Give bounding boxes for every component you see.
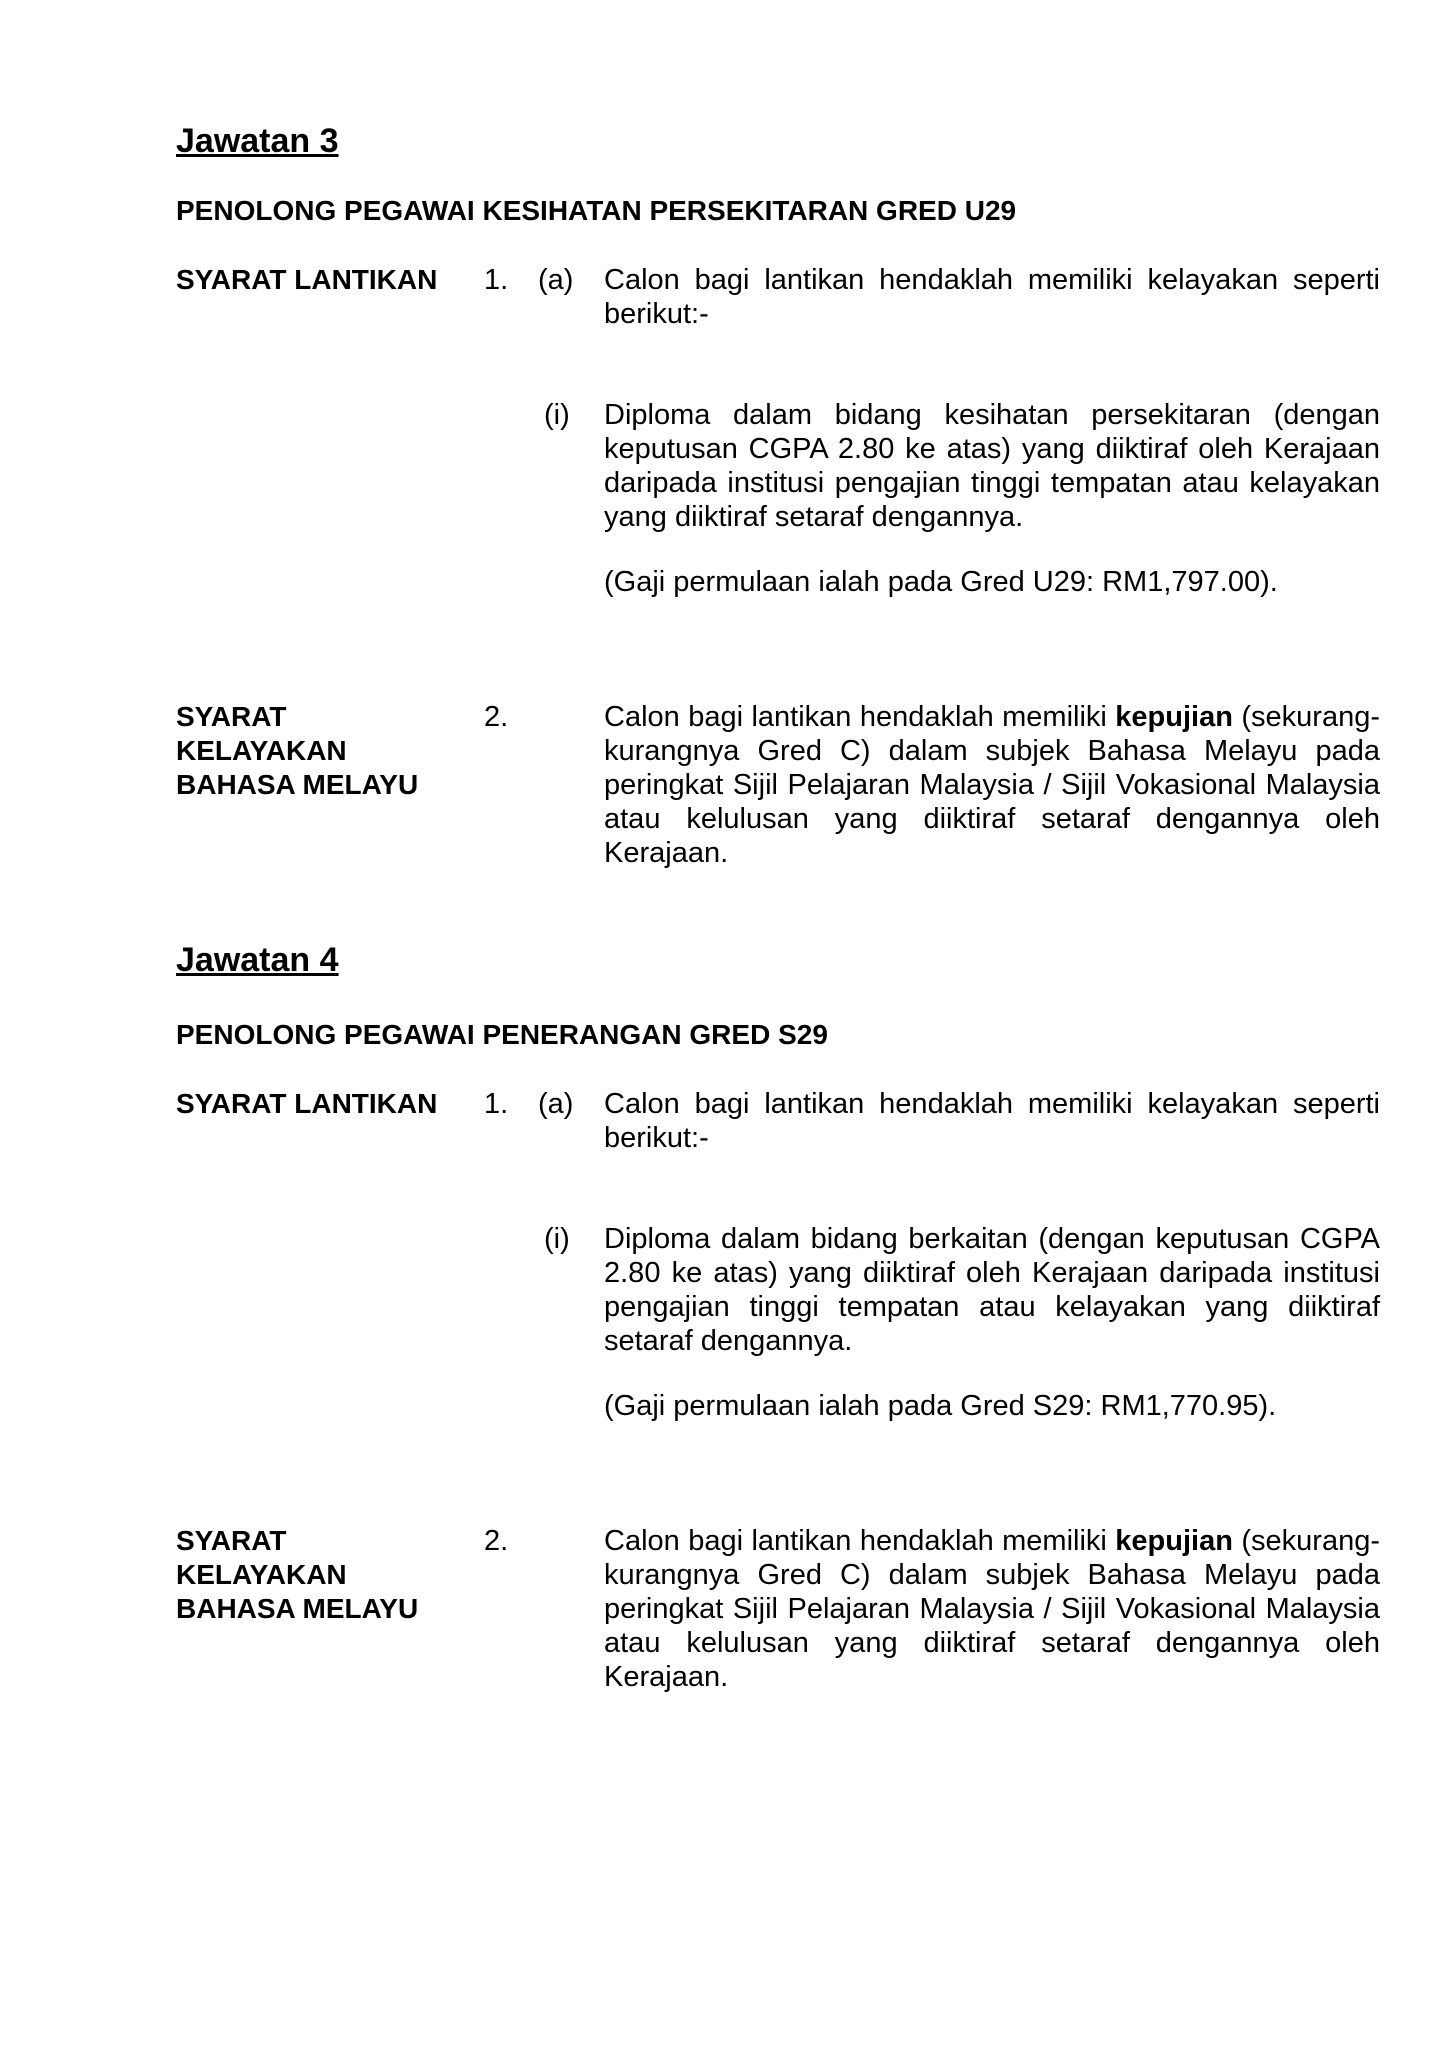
jawatan-3-heading: Jawatan 3 [176,122,339,160]
jawatan-3-sub-i-marker: (i) [544,399,570,431]
jawatan-3-syarat-bahasa-label-line-3: BAHASA MELAYU [176,769,419,800]
jawatan-4-sub-i-marker: (i) [544,1223,570,1255]
jawatan-4-syarat-bahasa-label-line-2: KELAYAKAN [176,1559,347,1590]
jawatan-4-bahasa-text-bold: kepujian [1115,1525,1233,1557]
jawatan-4-syarat-lantikan-label: SYARAT LANTIKAN [176,1088,438,1119]
jawatan-4-bahasa-text-before: Calon bagi lantikan hendaklah memiliki [604,1525,1116,1557]
jawatan-4-sub-a-marker: (a) [538,1088,574,1120]
jawatan-3-syarat-bahasa-label-line-2: KELAYAKAN [176,735,347,766]
jawatan-4-syarat-bahasa-text [604,1524,1380,1694]
jawatan-4-item-2-number: 2. [484,1525,509,1557]
jawatan-3-item-1-number: 1. [484,264,509,296]
jawatan-3-bahasa-text-bold: kepujian [1115,701,1233,733]
jawatan-4-sub-i-text: Diploma dalam bidang berkaitan (dengan keputusan CGPA 2.80 ke atas) yang diiktiraf oleh Kerajaan daripada institusi pengajian tinggi tempatan atau kelayakan yang diiktiraf setaraf dengannya. [604,1223,1380,1357]
jawatan-4-bahasa-text-after: (sekurang-kurangnya Gred C) dalam subjek Bahasa Melayu pada peringkat Sijil Pelajaran Malaysia / Sijil Vokasional Malaysia atau kelulusan yang diiktiraf setaraf dengannya oleh Kerajaan. [604,1525,1381,1693]
jawatan-3-bahasa-text-before: Calon bagi lantikan hendaklah memiliki [604,701,1116,733]
jawatan-4-item-1-number: 1. [484,1088,509,1120]
jawatan-3-syarat-bahasa-label [176,700,418,802]
jawatan-3-syarat-bahasa-label-line-1: SYARAT [176,701,287,732]
jawatan-3-syarat-bahasa-text [604,700,1380,870]
jawatan-3-title: PENOLONG PEGAWAI KESIHATAN PERSEKITARAN GRED U29 [176,195,1017,226]
jawatan-3-sub-a-text: Calon bagi lantikan hendaklah memiliki kelayakan seperti berikut:- [604,264,1380,330]
jawatan-4-heading: Jawatan 4 [176,941,339,979]
jawatan-4-syarat-bahasa-label-line-1: SYARAT [176,1525,287,1556]
jawatan-3-gaji-text: (Gaji permulaan ialah pada Gred U29: RM1,797.00). [604,566,1278,598]
jawatan-3-syarat-lantikan-label: SYARAT LANTIKAN [176,264,438,295]
jawatan-4-gaji-text: (Gaji permulaan ialah pada Gred S29: RM1,770.95). [604,1390,1277,1422]
jawatan-3-sub-a-marker: (a) [538,264,574,296]
jawatan-3-bahasa-text-after: (sekurang-kurangnya Gred C) dalam subjek Bahasa Melayu pada peringkat Sijil Pelajaran Malaysia / Sijil Vokasional Malaysia atau kelulusan yang diiktiraf setaraf dengannya oleh Kerajaan. [604,701,1381,869]
jawatan-4-sub-a-text: Calon bagi lantikan hendaklah memiliki kelayakan seperti berikut:- [604,1088,1380,1154]
jawatan-3-item-2-number: 2. [484,701,509,733]
jawatan-4-syarat-bahasa-label [176,1524,418,1626]
jawatan-4-syarat-bahasa-label-line-3: BAHASA MELAYU [176,1593,419,1624]
jawatan-4-title: PENOLONG PEGAWAI PENERANGAN GRED S29 [176,1019,828,1050]
jawatan-3-sub-i-text: Diploma dalam bidang kesihatan persekitaran (dengan keputusan CGPA 2.80 ke atas) yang diiktiraf oleh Kerajaan daripada institusi pengajian tinggi tempatan atau kelayakan yang diiktiraf setaraf dengannya. [604,399,1380,533]
